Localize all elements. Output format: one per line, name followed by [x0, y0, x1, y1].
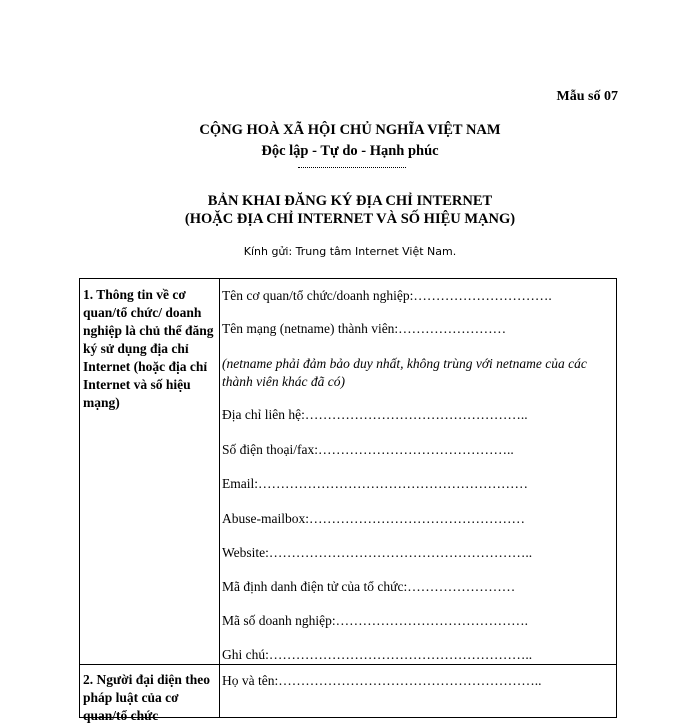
field-contact-address[interactable]: Địa chỉ liên hệ:………………………………………….. [222, 407, 528, 422]
document-subtitle: (HOẶC ĐỊA CHỈ INTERNET VÀ SỐ HIỆU MẠNG) [184, 211, 516, 227]
field-notes[interactable]: Ghi chú:………………………………………………….. [222, 647, 533, 662]
column-divider [219, 279, 220, 717]
field-electronic-id[interactable]: Mã định danh điện tử của tổ chức:…………………… [222, 579, 516, 594]
netname-note: (netname phải đảm bảo duy nhất, không trùng với netname của các thành viên khác đã có) [222, 356, 587, 389]
section-1-label: 1. Thông tin về cơ quan/tổ chức/ doanh nghiệp là chủ thể đăng ký sử dụng địa chỉ Internet (hoặc địa chỉ Internet và số hiệu mạng) [83, 287, 214, 410]
header-divider [298, 167, 406, 168]
national-motto: Độc lập - Tự do - Hạnh phúc [261, 143, 439, 159]
document-title: BẢN KHAI ĐĂNG KÝ ĐỊA CHỈ INTERNET [207, 193, 493, 209]
registration-form-table [79, 278, 617, 723]
recipient-line: Kính gửi: Trung tâm Internet Việt Nam. [243, 245, 457, 258]
field-business-code[interactable]: Mã số doanh nghiệp:……………………………………. [222, 613, 528, 628]
field-abuse-mailbox[interactable]: Abuse-mailbox:………………………………………… [222, 511, 525, 526]
section-2-label: 2. Người đại diện theo pháp luật của cơ quan/tổ chức [83, 672, 210, 723]
form-number: Mẫu số 07 [556, 89, 618, 104]
field-website[interactable]: Website:………………………………………………….. [222, 545, 533, 560]
field-organization-name[interactable]: Tên cơ quan/tổ chức/doanh nghiệp:…………………………. [222, 288, 552, 303]
field-email[interactable]: Email:…………………………………………………… [222, 476, 528, 491]
national-title: CỘNG HOÀ XÃ HỘI CHỦ NGHĨA VIỆT NAM [199, 122, 501, 138]
field-phone-fax[interactable]: Số điện thoại/fax:…………………………………….. [222, 442, 514, 457]
field-netname[interactable]: Tên mạng (netname) thành viên:…………………… [222, 321, 507, 336]
field-representative-name[interactable]: Họ và tên:………………………………………………….. [222, 673, 542, 688]
row-divider [80, 664, 616, 665]
